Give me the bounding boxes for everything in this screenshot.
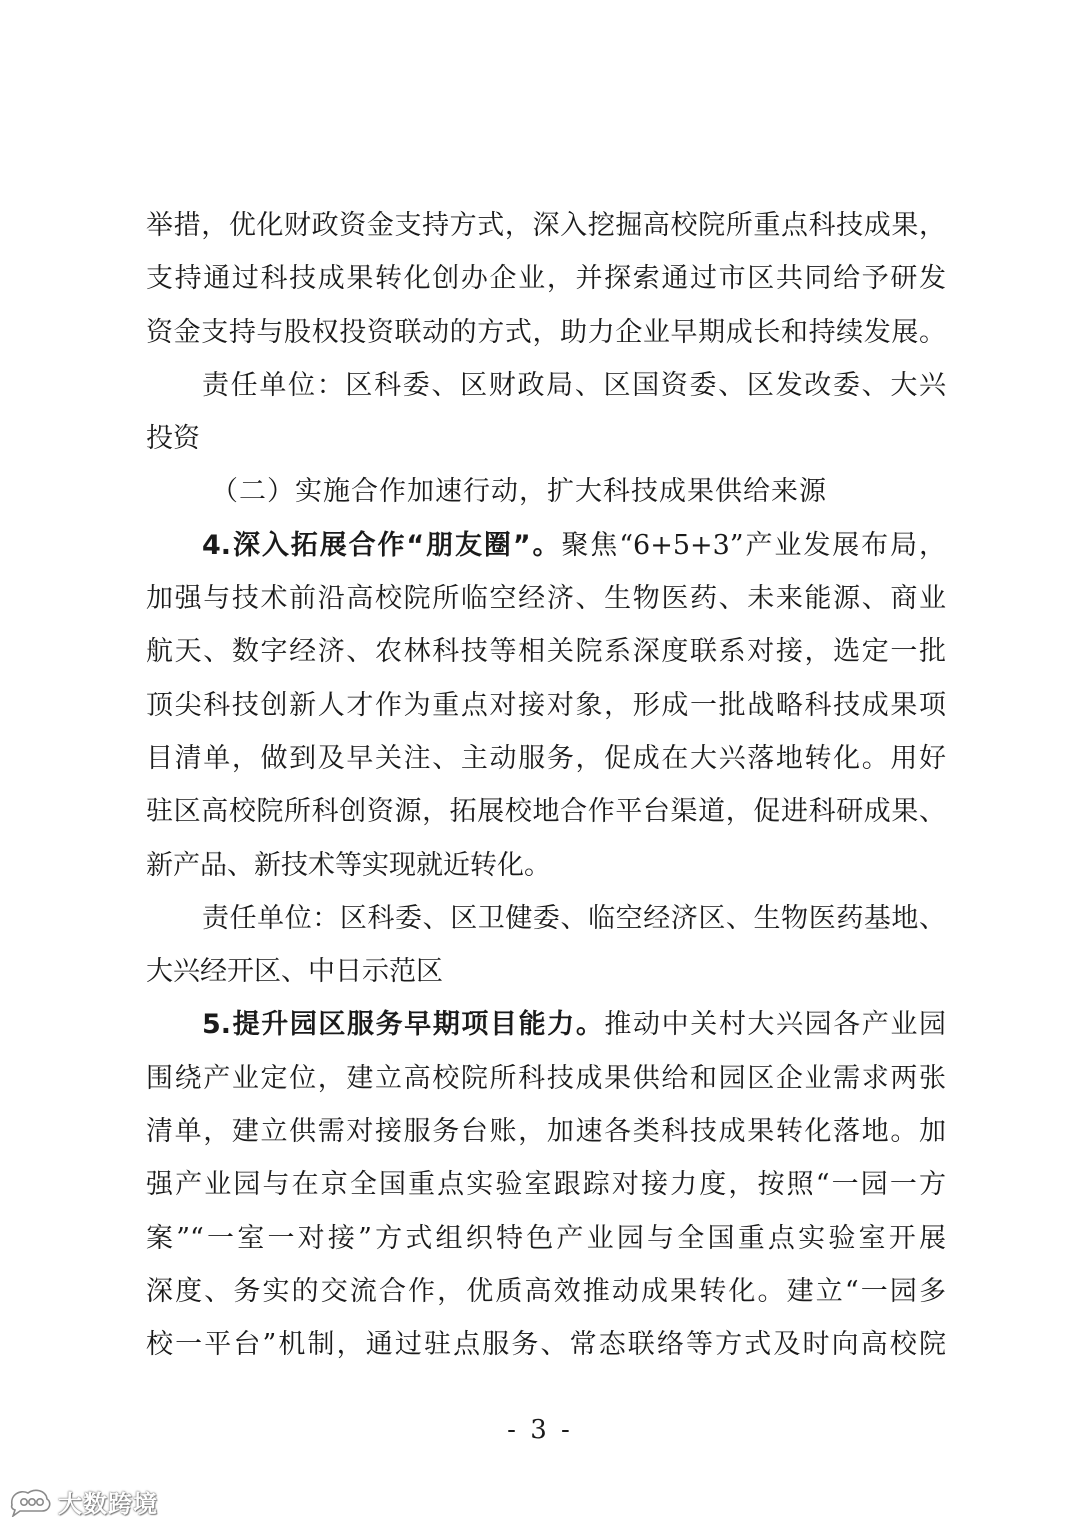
page-number: - 3 - (507, 1415, 573, 1445)
text-line: 校一平台”机制，通过驻点服务、常态联络等方式及时向高校院 (146, 1329, 946, 1361)
text-line: 强产业园与在京全国重点实验室跟踪对接力度，按照“一园一方 (146, 1169, 946, 1201)
item-4-title: 4.深入拓展合作“朋友圈”。 (202, 529, 562, 561)
watermark (6, 1483, 158, 1519)
text-line: 资金支持与股权投资联动的方式，助力企业早期成长和持续发展。 (146, 316, 946, 348)
item-5-text: 推动中关村大兴园各产业园 (604, 1009, 947, 1041)
responsible-units-line: 责任单位：区科委、区财政局、区国资委、区发改委、大兴 (202, 369, 946, 401)
speech-bubble-logo-icon (6, 1485, 54, 1517)
item-5-first-line (146, 998, 946, 1051)
item-4-text: 聚焦“6+5+3”产业发展布局， (561, 529, 946, 561)
text-line: 深度、务实的交流合作，优质高效推动成果转化。建立“一园多 (146, 1275, 946, 1307)
text-line: 案”“一室一对接”方式组织特色产业园与全国重点实验室开展 (146, 1222, 946, 1254)
item-5-title: 5.提升园区服务早期项目能力。 (202, 1009, 605, 1041)
watermark-text: 大数跨境 (58, 1489, 158, 1518)
text-line: 目清单，做到及早关注、主动服务，促成在大兴落地转化。用好 (146, 742, 946, 774)
text-line: 驻区高校院所科创资源，拓展校地合作平台渠道，促进科研成果、 (146, 796, 946, 828)
text-line: 加强与技术前沿高校院所临空经济、生物医药、未来能源、商业 (146, 583, 946, 615)
item-4-first-line (146, 519, 946, 572)
text-line: 支持通过科技成果转化创办企业，并探索通过市区共同给予研发 (146, 263, 946, 295)
text-line: 顶尖科技创新人才作为重点对接对象，形成一批战略科技成果项 (146, 689, 946, 721)
text-line: 航天、数字经济、农林科技等相关院系深度联系对接，选定一批 (146, 636, 946, 668)
section-heading: （二）实施合作加速行动，扩大科技成果供给来源 (211, 476, 827, 508)
text-line: 新产品、新技术等实现就近转化。 (146, 849, 551, 881)
document-body (146, 199, 946, 1372)
text-line: 举措，优化财政资金支持方式，深入挖掘高校院所重点科技成果， (146, 210, 946, 241)
responsible-units-line: 责任单位：区科委、区卫健委、临空经济区、生物医药基地、 (202, 902, 946, 934)
text-line: 大兴经开区、中日示范区 (146, 956, 443, 988)
text-line: 投资 (146, 423, 200, 455)
text-line: 围绕产业定位，建立高校院所科技成果供给和园区企业需求两张 (146, 1062, 946, 1094)
text-line: 清单，建立供需对接服务台账，加速各类科技成果转化落地。加 (146, 1116, 946, 1148)
